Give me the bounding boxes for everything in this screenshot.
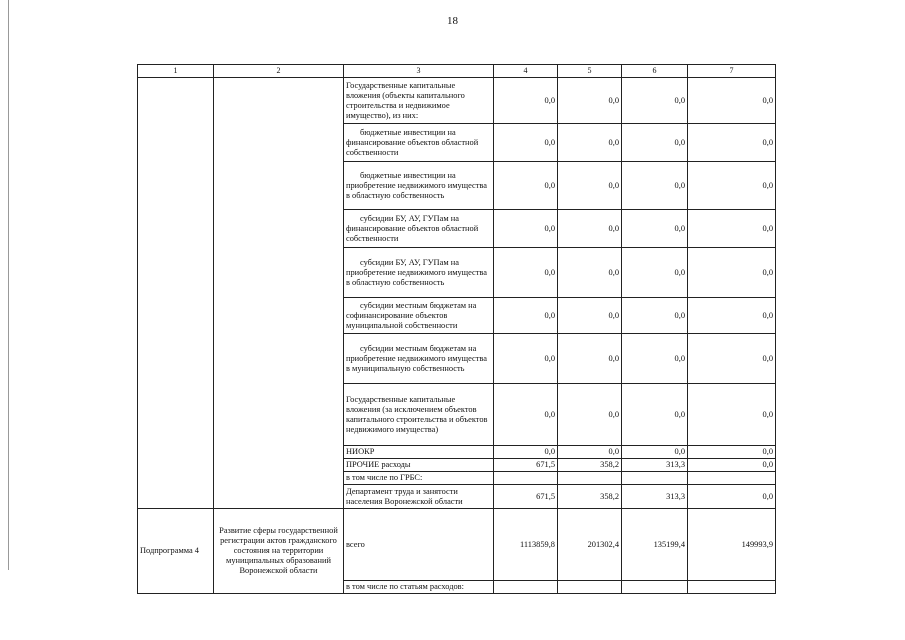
value-cell-col7 — [688, 472, 776, 485]
value-cell-col5: 0,0 — [558, 78, 622, 124]
col2-cell — [214, 446, 344, 459]
value-cell-col5: 0,0 — [558, 124, 622, 162]
header-col-2: 2 — [214, 65, 344, 78]
value-cell-col5: 358,2 — [558, 485, 622, 509]
col2-cell — [214, 334, 344, 384]
value-cell-col5: 0,0 — [558, 446, 622, 459]
col2-cell — [214, 485, 344, 509]
empty-cell — [688, 581, 776, 594]
table-row — [138, 384, 776, 446]
col1-cell — [138, 334, 214, 384]
value-cell-col6: 0,0 — [622, 334, 688, 384]
value-cell-col6 — [622, 472, 688, 485]
header-row — [138, 65, 776, 78]
col1-cell — [138, 472, 214, 485]
col1-cell — [138, 248, 214, 298]
header-col-3: 3 — [344, 65, 494, 78]
col2-cell — [214, 298, 344, 334]
table-row — [138, 162, 776, 210]
col1-cell — [138, 446, 214, 459]
table-row — [138, 248, 776, 298]
row-label: субсидии местным бюджетам на приобретение недвижимого имущества в муниципальную собственность — [344, 334, 494, 384]
value-cell-col6: 0,0 — [622, 248, 688, 298]
col1-cell — [138, 384, 214, 446]
value-cell-col4: 0,0 — [494, 298, 558, 334]
value-cell-col4: 0,0 — [494, 334, 558, 384]
header-col-1: 1 — [138, 65, 214, 78]
value-cell-col7: 0,0 — [688, 485, 776, 509]
table-row — [138, 298, 776, 334]
value-cell-col4: 0,0 — [494, 162, 558, 210]
value-cell-col6: 0,0 — [622, 124, 688, 162]
row-label: Департамент труда и занятости населения Воронежской области — [344, 485, 494, 509]
row-label: в том числе по ГРБС: — [344, 472, 494, 485]
col1-cell — [138, 485, 214, 509]
col1-cell — [138, 210, 214, 248]
value-cell-col5: 0,0 — [558, 162, 622, 210]
value-cell-col4 — [494, 472, 558, 485]
row-label: бюджетные инвестиции на финансирование объектов областной собственности — [344, 124, 494, 162]
value-cell-col7: 0,0 — [688, 334, 776, 384]
empty-cell — [622, 581, 688, 594]
value-cell-col6: 0,0 — [622, 78, 688, 124]
col2-cell — [214, 78, 344, 124]
value-cell-col7: 0,0 — [688, 298, 776, 334]
value-cell-col4: 0,0 — [494, 248, 558, 298]
col1-cell — [138, 162, 214, 210]
page-number: 18 — [447, 15, 458, 27]
subprogram-code: Подпрограмма 4 — [138, 509, 214, 594]
header-col-6: 6 — [622, 65, 688, 78]
value-cell-col6: 313,3 — [622, 459, 688, 472]
value-cell-col5: 0,0 — [558, 210, 622, 248]
table-row — [138, 210, 776, 248]
value-cell-col7: 0,0 — [688, 248, 776, 298]
col2-cell — [214, 210, 344, 248]
table-row — [138, 334, 776, 384]
row-label: Государственные капитальные вложения (за исключением объектов капитального строительства и объектов недвижимого имущества) — [344, 384, 494, 446]
value-cell-col5 — [558, 472, 622, 485]
value-cell-col4: 671,5 — [494, 485, 558, 509]
total-value-col4: 1113859,8 — [494, 509, 558, 581]
row-label: бюджетные инвестиции на приобретение недвижимого имущества в областную собственность — [344, 162, 494, 210]
col2-cell — [214, 472, 344, 485]
value-cell-col5: 0,0 — [558, 384, 622, 446]
col1-cell — [138, 78, 214, 124]
value-cell-col5: 0,0 — [558, 334, 622, 384]
empty-cell — [558, 581, 622, 594]
row-label: субсидии БУ, АУ, ГУПам на приобретение недвижимого имущества в областную собственность — [344, 248, 494, 298]
row-label: ПРОЧИЕ расходы — [344, 459, 494, 472]
table-row — [138, 124, 776, 162]
value-cell-col6: 0,0 — [622, 162, 688, 210]
empty-cell — [494, 581, 558, 594]
col2-cell — [214, 248, 344, 298]
subprogram-name: Развитие сферы государственной регистрации актов гражданского состояния на территории муниципальных образований Воронежской области — [214, 509, 344, 594]
row-label: субсидии БУ, АУ, ГУПам на финансирование объектов областной собственности — [344, 210, 494, 248]
scan-edge-line — [0, 0, 9, 570]
value-cell-col5: 0,0 — [558, 248, 622, 298]
total-label: всего — [344, 509, 494, 581]
row-label: Государственные капитальные вложения (объекты капитального строительства и недвижимое имущество), из них: — [344, 78, 494, 124]
subprogram-row — [138, 509, 776, 581]
col1-cell — [138, 298, 214, 334]
value-cell-col7: 0,0 — [688, 162, 776, 210]
value-cell-col6: 0,0 — [622, 446, 688, 459]
row-label: субсидии местным бюджетам на софинансирование объектов муниципальной собственности — [344, 298, 494, 334]
header-col-4: 4 — [494, 65, 558, 78]
row-label: НИОКР — [344, 446, 494, 459]
value-cell-col7: 0,0 — [688, 78, 776, 124]
budget-table — [137, 64, 776, 594]
col1-cell — [138, 124, 214, 162]
value-cell-col4: 0,0 — [494, 78, 558, 124]
total-value-col5: 201302,4 — [558, 509, 622, 581]
value-cell-col4: 671,5 — [494, 459, 558, 472]
col2-cell — [214, 459, 344, 472]
value-cell-col7: 0,0 — [688, 459, 776, 472]
col2-cell — [214, 124, 344, 162]
value-cell-col5: 358,2 — [558, 459, 622, 472]
value-cell-col4: 0,0 — [494, 124, 558, 162]
value-cell-col6: 0,0 — [622, 210, 688, 248]
value-cell-col7: 0,0 — [688, 124, 776, 162]
table-row — [138, 485, 776, 509]
col1-cell — [138, 459, 214, 472]
by-items-label: в том числе по статьям расходов: — [344, 581, 494, 594]
col2-cell — [214, 162, 344, 210]
total-value-col7: 149993,9 — [688, 509, 776, 581]
col2-cell — [214, 384, 344, 446]
table-row — [138, 472, 776, 485]
header-col-5: 5 — [558, 65, 622, 78]
value-cell-col6: 313,3 — [622, 485, 688, 509]
table-row — [138, 446, 776, 459]
value-cell-col4: 0,0 — [494, 384, 558, 446]
value-cell-col6: 0,0 — [622, 298, 688, 334]
value-cell-col7: 0,0 — [688, 384, 776, 446]
value-cell-col7: 0,0 — [688, 210, 776, 248]
value-cell-col4: 0,0 — [494, 210, 558, 248]
table-row — [138, 78, 776, 124]
header-col-7: 7 — [688, 65, 776, 78]
value-cell-col6: 0,0 — [622, 384, 688, 446]
value-cell-col5: 0,0 — [558, 298, 622, 334]
table-row — [138, 459, 776, 472]
value-cell-col4: 0,0 — [494, 446, 558, 459]
value-cell-col7: 0,0 — [688, 446, 776, 459]
total-value-col6: 135199,4 — [622, 509, 688, 581]
